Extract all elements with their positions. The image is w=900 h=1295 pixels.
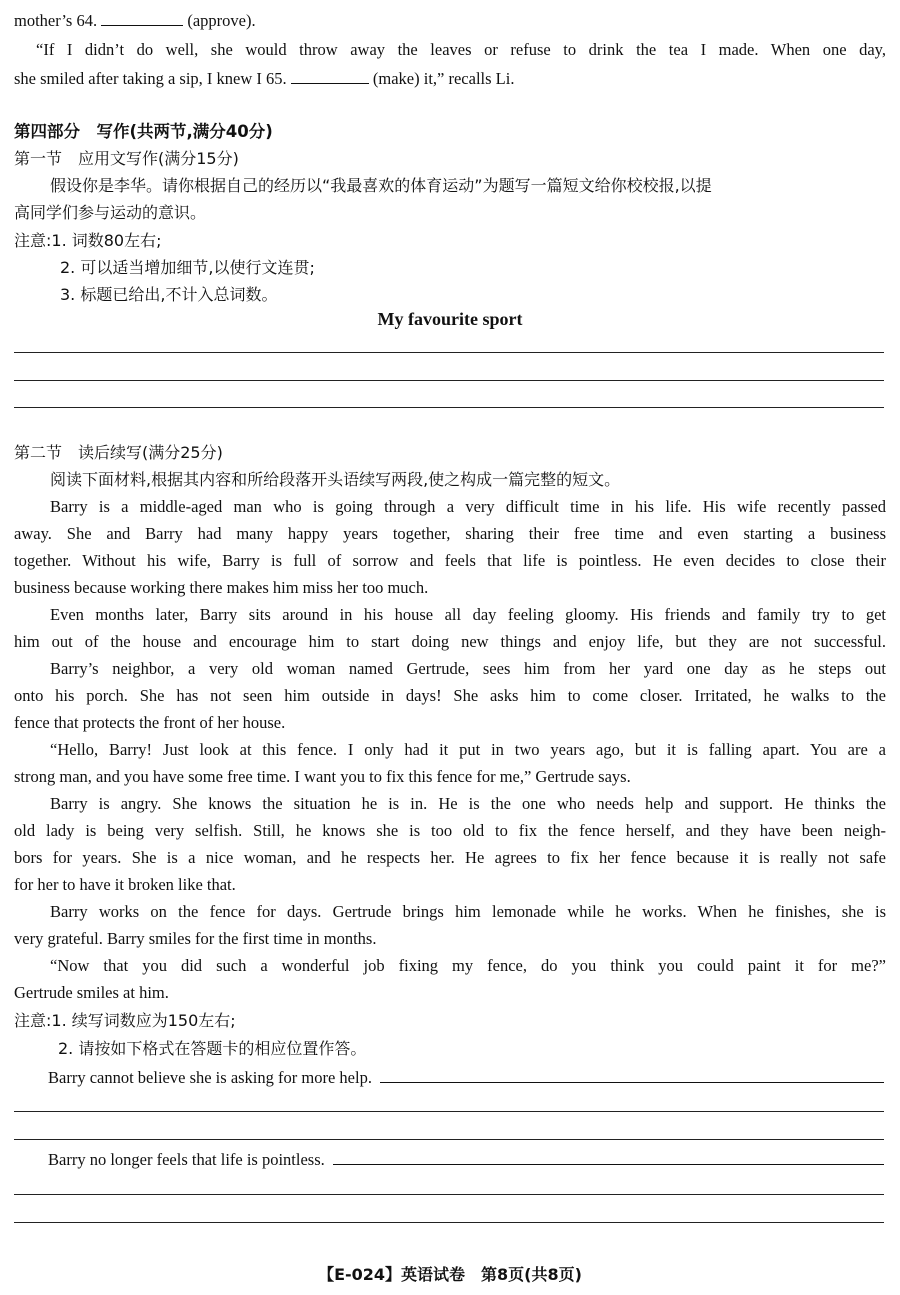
question-64-text: mother’s 64. bbox=[14, 11, 98, 30]
passage-line: “Now that you did such a wonderful job fixing my fence, do you think you could paint it for me?” bbox=[50, 956, 886, 975]
passage-line: “Hello, Barry! Just look at this fence. I only had it put in two years ago, but it is falling apart. You are a bbox=[50, 740, 886, 759]
question-65-hint: (make) it,” recalls Li. bbox=[372, 69, 515, 88]
section1-prompt-line2: 高同学们参与运动的意识。 bbox=[14, 203, 207, 222]
question-64-line bbox=[14, 7, 886, 34]
writing-line[interactable] bbox=[14, 352, 884, 353]
passage-line: Barry’s neighbor, a very old woman named Gertrude, sees him from her yard one day as he steps out bbox=[50, 659, 886, 678]
answer-line[interactable] bbox=[380, 1064, 884, 1083]
section1-prompt-line1: 假设你是李华。请你根据自己的经历以“我最喜欢的体育运动”为题写一篇短文给你校校报,以提 bbox=[50, 176, 712, 195]
continuation-para2-start bbox=[48, 1146, 884, 1173]
passage-line: very grateful. Barry smiles for the first time in months. bbox=[14, 929, 377, 948]
answer-blank-65[interactable] bbox=[291, 65, 369, 84]
passage-line: Gertrude smiles at him. bbox=[14, 983, 169, 1002]
essay-title: My favourite sport bbox=[377, 309, 523, 329]
passage-line: Even months later, Barry sits around in his house all day feeling gloomy. His friends and family try to get bbox=[50, 605, 886, 624]
passage-line: business because working there makes him miss her too much. bbox=[14, 578, 429, 597]
section1-note-2: 2. 可以适当增加细节,以使行文连贯; bbox=[60, 258, 315, 277]
part4-heading: 第四部分 写作(共两节,满分40分) bbox=[14, 122, 273, 141]
passage-line: “If I didn’t do well, she would throw away the leaves or refuse to drink the tea I made. When one day, bbox=[36, 40, 886, 59]
section1-note-3: 3. 标题已给出,不计入总词数。 bbox=[60, 285, 278, 304]
page-footer: 【E-024】英语试卷 第8页(共8页) bbox=[318, 1265, 582, 1284]
passage-line: away. She and Barry had many happy years together, sharing their free time and even starting a business bbox=[14, 524, 886, 543]
section1-note-1: 注意:1. 词数80左右; bbox=[14, 231, 162, 250]
passage-line: Barry is angry. She knows the situation he is in. He is the one who needs help and support. He thinks the bbox=[50, 794, 886, 813]
writing-line[interactable] bbox=[14, 1111, 884, 1112]
writing-line[interactable] bbox=[14, 1194, 884, 1195]
section2-note-1: 注意:1. 续写词数应为150左右; bbox=[14, 1011, 236, 1030]
passage-line: fence that protects the front of her house. bbox=[14, 713, 286, 732]
question-64-hint: (approve). bbox=[187, 11, 256, 30]
answer-line[interactable] bbox=[333, 1146, 884, 1165]
passage-line: him out of the house and encourage him to start doing new things and enjoy life, but they are not successful. bbox=[14, 632, 886, 651]
question-65-text: she smiled after taking a sip, I knew I 65. bbox=[14, 69, 287, 88]
para1-opening-text: Barry cannot believe she is asking for more help. bbox=[48, 1068, 372, 1087]
passage-line: strong man, and you have some free time. I want you to fix this fence for me,” Gertrude says. bbox=[14, 767, 631, 786]
para2-opening-text: Barry no longer feels that life is pointless. bbox=[48, 1150, 325, 1169]
continuation-para1-start bbox=[48, 1064, 884, 1091]
passage-line: Barry is a middle-aged man who is going through a very difficult time in his life. His wife recently passed bbox=[50, 497, 886, 516]
passage-line: bors for years. She is a nice woman, and he respects her. He agrees to fix her fence because it is really not safe bbox=[14, 848, 886, 867]
passage-line: together. Without his wife, Barry is full of sorrow and feels that life is pointless. He even decides to close their bbox=[14, 551, 886, 570]
passage-line: for her to have it broken like that. bbox=[14, 875, 236, 894]
passage-line: Barry works on the fence for days. Gertrude brings him lemonade while he works. When he finishes, she is bbox=[50, 902, 886, 921]
writing-line[interactable] bbox=[14, 380, 884, 381]
writing-line[interactable] bbox=[14, 1139, 884, 1140]
question-65-line bbox=[14, 65, 886, 92]
section1-heading: 第一节 应用文写作(满分15分) bbox=[14, 149, 239, 168]
passage-line: old lady is being very selfish. Still, he knows she is too old to fix the fence herself, and they have been neigh- bbox=[14, 821, 886, 840]
passage-line: onto his porch. She has not seen him outside in days! She asks him to come closer. Irritated, he walks to the bbox=[14, 686, 886, 705]
section2-heading: 第二节 读后续写(满分25分) bbox=[14, 443, 223, 462]
writing-line[interactable] bbox=[14, 407, 884, 408]
section2-note-2: 2. 请按如下格式在答题卡的相应位置作答。 bbox=[58, 1039, 367, 1058]
answer-blank-64[interactable] bbox=[101, 7, 183, 26]
section2-instruction: 阅读下面材料,根据其内容和所给段落开头语续写两段,使之构成一篇完整的短文。 bbox=[50, 470, 621, 489]
writing-line[interactable] bbox=[14, 1222, 884, 1223]
